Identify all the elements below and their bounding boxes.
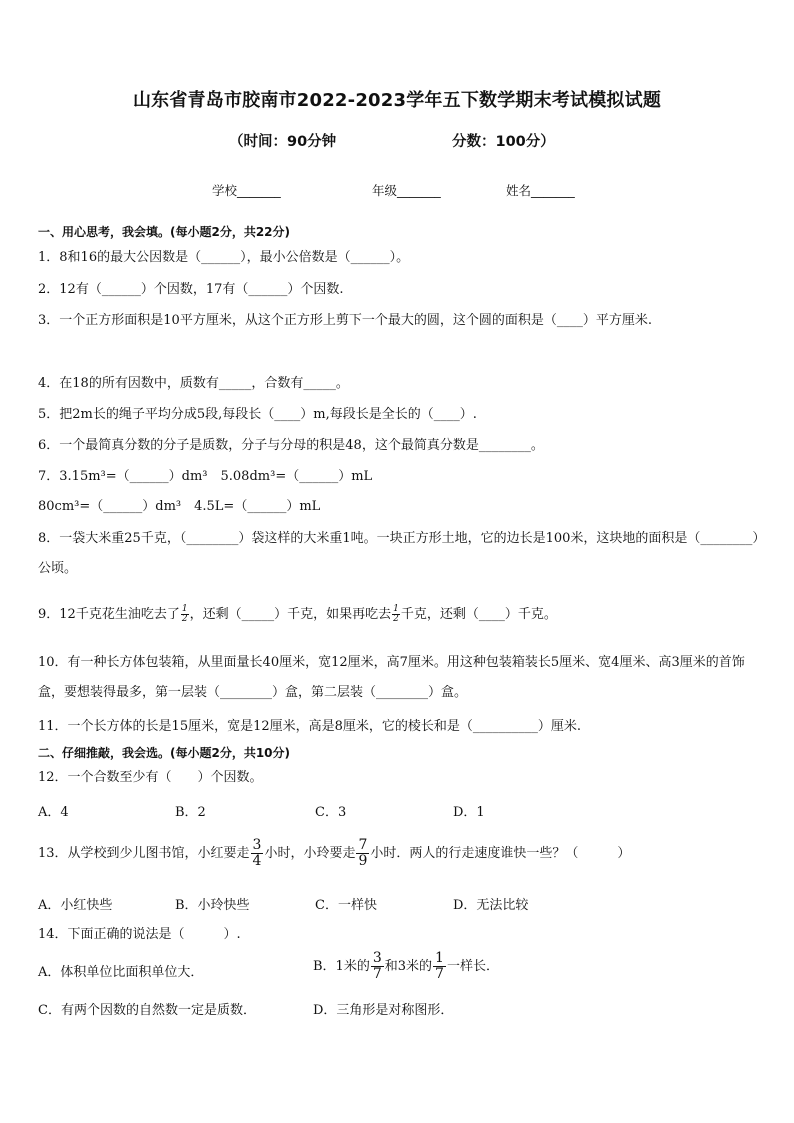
question-14: 14．下面正确的说法是（ ）. (38, 927, 241, 942)
question-12-option-c: C．3 (315, 805, 347, 820)
question-12: 12．一个合数至少有（ ）个因数。 (38, 770, 263, 785)
question-9-part-3: 千克，还剩（____）千克。 (400, 607, 557, 622)
question-13-part-3: 小时．两人的行走速度谁快一些？（ ） (370, 846, 631, 861)
question-3: 3．一个正方形面积是10平方厘米，从这个正方形上剪下一个最大的圆，这个圆的面积是（____）平方厘米. (38, 313, 652, 328)
fraction-three-quarters: $\frac{3}{4}$ (252, 837, 262, 869)
question-13-option-d: D．无法比较 (453, 898, 529, 913)
exam-score: 分数：100分） (452, 134, 555, 150)
question-7-line-2: 80cm³=（______）dm³ 4.5L=（______）mL (38, 499, 321, 514)
question-13 (38, 838, 630, 869)
question-1: 1．8和16的最大公因数是（______），最小公倍数是（______）。 (38, 250, 410, 265)
question-11: 11．一个长方体的长是15厘米，宽是12厘米，高是8厘米，它的棱长和是（__________）厘米. (38, 719, 582, 734)
question-13-option-c: C．一样快 (315, 898, 377, 913)
fraction-three-sevenths: $\frac{3}{7}$ (372, 950, 382, 982)
exam-time: （时间：90分钟 (229, 134, 337, 150)
question-13-part-1: 13．从学校到少儿图书馆，小红要走 (38, 846, 250, 861)
question-6: 6．一个最简真分数的分子是质数，分子与分母的积是48，这个最简真分数是________。 (38, 438, 544, 453)
question-10: 10．有一种长方体包装箱，从里面量长40厘米，宽12厘米，高7厘米。用这种包装箱装长5厘米、宽4厘米、高3厘米的首饰盒，要想装得最多，第一层装（________）盒，第二层装（________）盒。 (38, 655, 745, 700)
option-b-part-3: 一样长． (446, 959, 499, 974)
question-5: 5．把2m长的绳子平均分成5段,每段长（____）m,每段长是全长的（____）. (38, 407, 477, 422)
question-13-option-a: A．小红快些 (38, 898, 113, 913)
question-7-line-1: 7．3.15m³=（______）dm³ 5.08dm³=（______）mL (38, 469, 373, 484)
fraction-one-half: $\frac{1}{2}$ (393, 604, 399, 624)
question-14-option-d: D．三角形是对称图形． (313, 1003, 454, 1018)
question-12-option-b: B．2 (175, 805, 206, 820)
question-12-option-d: D．1 (453, 805, 485, 820)
fraction-one-seventh: $\frac{1}{7}$ (435, 950, 444, 982)
question-14-option-c: C．有两个因数的自然数一定是质数． (38, 1003, 256, 1018)
option-b-part-2: 和3米的 (384, 959, 433, 974)
question-2: 2．12有（______）个因数，17有（______）个因数. (38, 282, 344, 297)
question-13-part-2: 小时，小玲要走 (264, 846, 356, 861)
question-12-option-a: A．4 (38, 805, 69, 820)
question-13-option-b: B．小玲快些 (175, 898, 250, 913)
name-field: 姓名_______ (506, 183, 575, 198)
section-1-heading: 一、用心思考，我会填。(每小题2分，共22分) (38, 225, 291, 239)
question-9-part-2: ，还剩（_____）千克，如果再吃去 (189, 607, 392, 622)
option-b-part-1: B．1米的 (313, 959, 370, 974)
school-field: 学校_______ (212, 183, 281, 198)
fraction-one-half: $\frac{1}{2}$ (181, 604, 188, 624)
question-14-option-b (313, 951, 499, 982)
grade-field: 年级_______ (372, 183, 441, 198)
question-9-part-1: 9．12千克花生油吃去了 (38, 607, 180, 622)
question-14-option-a: A．体积单位比面积单位大． (38, 965, 204, 980)
section-2-heading: 二、仔细推敲，我会选。(每小题2分，共10分) (38, 746, 291, 760)
question-8: 8．一袋大米重25千克，（________）袋这样的大米重1吨。一块正方形土地，它的边长是100米，这块地的面积是（________）公顷。 (38, 531, 759, 576)
question-4: 4．在18的所有因数中，质数有_____，合数有_____。 (38, 376, 349, 391)
question-9 (38, 605, 557, 625)
page-title: 山东省青岛市胶南市2022-2023学年五下数学期末考试模拟试题 (132, 90, 662, 111)
fraction-seven-ninths: $\frac{7}{9}$ (358, 837, 368, 869)
